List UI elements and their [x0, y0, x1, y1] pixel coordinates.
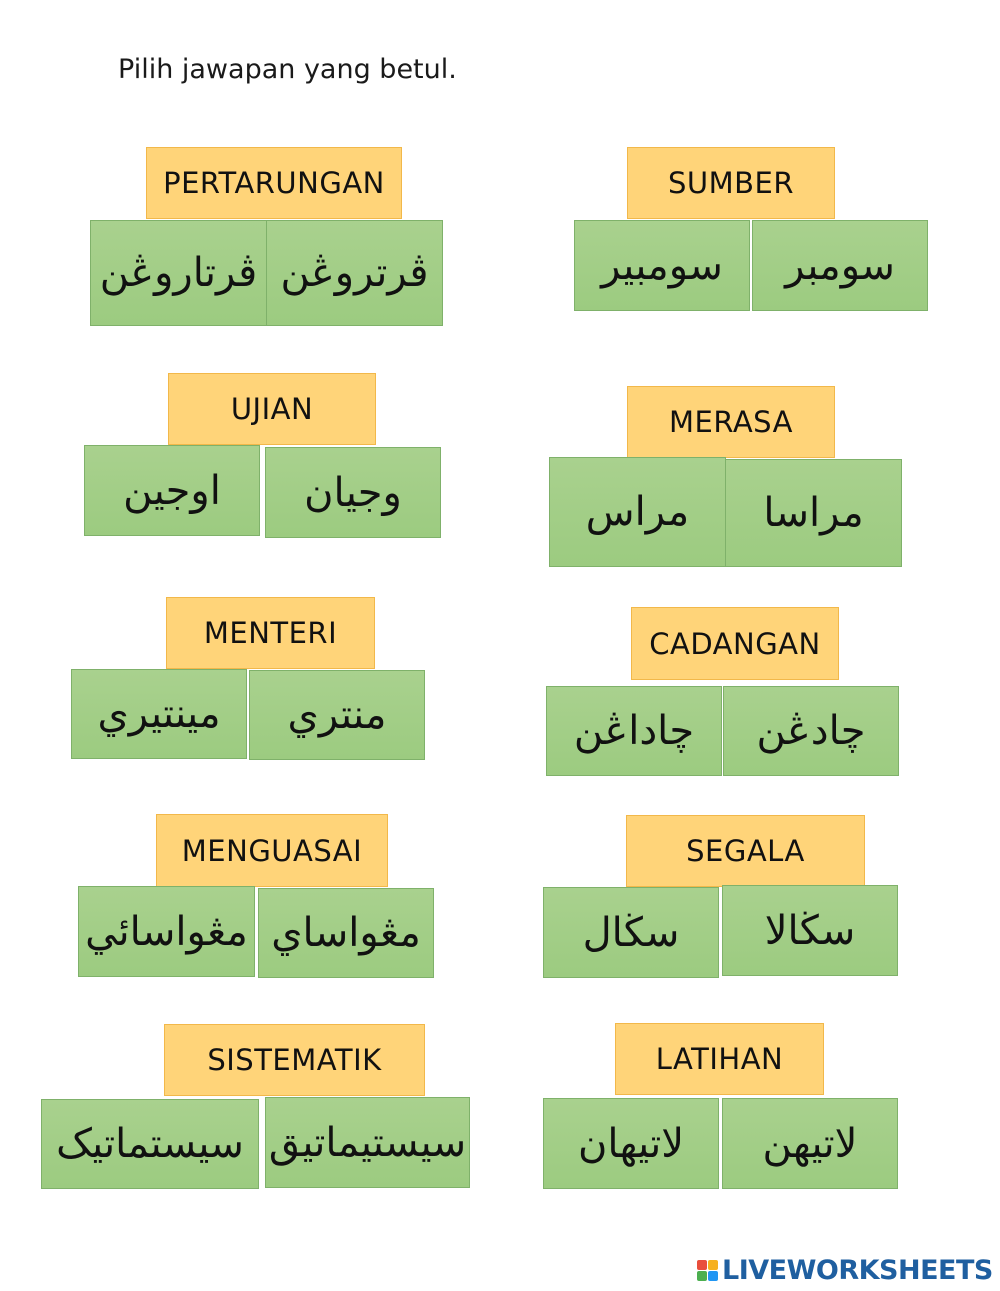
logo-mark-square: [708, 1260, 718, 1270]
logo-mark-square: [697, 1271, 707, 1281]
answer-option[interactable]: مينتيري: [71, 669, 247, 759]
word-label: SUMBER: [627, 147, 835, 219]
answer-option[interactable]: لاتيهن: [722, 1098, 898, 1189]
answer-option[interactable]: سڬال: [543, 887, 719, 978]
instruction-text: Pilih jawapan yang betul.: [118, 54, 457, 85]
answer-option[interactable]: اوجين: [84, 445, 260, 536]
answer-option[interactable]: مڠواساي: [258, 888, 434, 978]
word-label: SISTEMATIK: [164, 1024, 425, 1096]
word-label: UJIAN: [168, 373, 376, 445]
answer-option[interactable]: سڬالا: [722, 885, 898, 976]
answer-option[interactable]: سومبير: [574, 220, 750, 311]
word-label: LATIHAN: [615, 1023, 824, 1095]
answer-option[interactable]: چاداڠن: [546, 686, 722, 776]
answer-option[interactable]: وجيان: [265, 447, 441, 538]
answer-option[interactable]: سومبر: [752, 220, 928, 311]
answer-option[interactable]: ڤرتروڠن: [266, 220, 443, 326]
logo-text: LIVEWORKSHEETS: [722, 1254, 993, 1286]
answer-option[interactable]: چادڠن: [723, 686, 899, 776]
answer-option[interactable]: مراس: [549, 457, 726, 567]
answer-option[interactable]: سيستيماتيق: [265, 1097, 470, 1188]
answer-option[interactable]: سيستماتيک: [41, 1099, 259, 1189]
word-label: MENTERI: [166, 597, 375, 669]
word-label: CADANGAN: [631, 607, 839, 680]
answer-option[interactable]: مراسا: [725, 459, 902, 567]
word-label: MENGUASAI: [156, 814, 388, 887]
answer-option[interactable]: مڠواسائي: [78, 886, 255, 977]
liveworksheets-logo: [697, 1253, 993, 1287]
word-label: SEGALA: [626, 815, 865, 887]
answer-option[interactable]: ڤرتاروڠن: [90, 220, 267, 326]
word-label: PERTARUNGAN: [146, 147, 402, 219]
logo-mark-icon: [697, 1260, 718, 1281]
answer-option[interactable]: منتري: [249, 670, 425, 760]
word-label: MERASA: [627, 386, 835, 458]
answer-option[interactable]: لاتيهان: [543, 1098, 719, 1189]
logo-mark-square: [708, 1271, 718, 1281]
logo-mark-square: [697, 1260, 707, 1270]
